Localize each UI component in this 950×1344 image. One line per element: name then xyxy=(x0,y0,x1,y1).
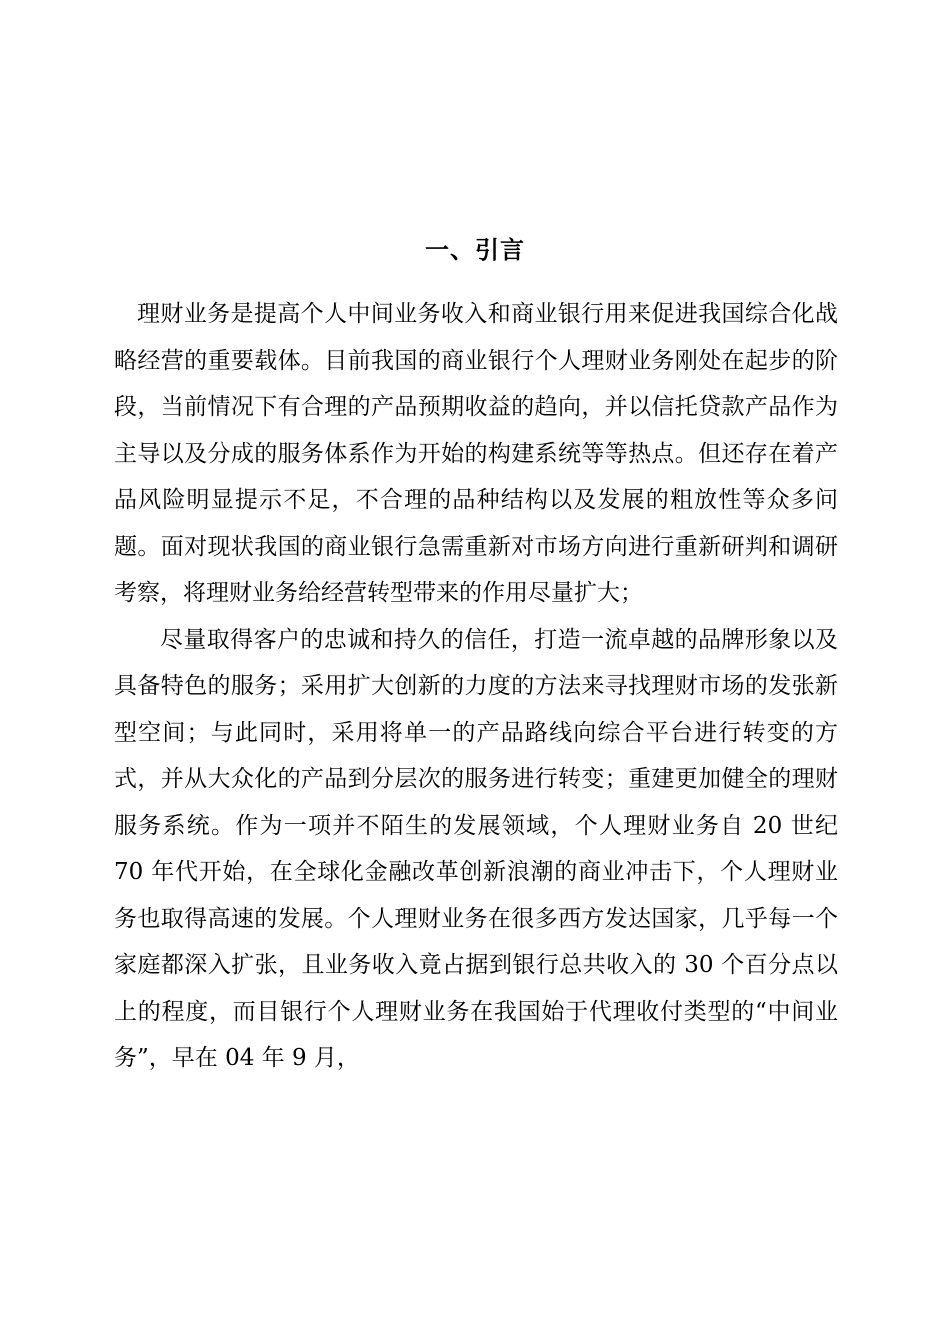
section-title: 一、引言 xyxy=(425,236,525,264)
body-text xyxy=(114,291,838,1082)
paragraph-2: 尽量取得客户的忠诚和持久的信任，打造一流卓越的品牌形象以及具备特色的服务；采用扩大创新的力度的方法来寻找理财市场的发张新型空间；与此同时，采用将单一的产品路线向综合平台进行转变的方式，并从大众化的产品到分层次的服务进行转变；重建更加健全的理财服务系统。作为一项并不陌生的发展领域，个人理财业务自 20 世纪 70 年代开始，在全球化金融改革创新浪潮的商业冲击下，个人理财业务也取得高速的发展。个人理财业务在很多西方发达国家，几乎每一个家庭都深入扩张，且业务收入竟占据到银行总共收入的 30 个百分点以上的程度，而目银行个人理财业务在我国始于代理收付类型的“中间业务”，早在 04 年 9 月， xyxy=(114,626,838,1071)
paragraph-1: 理财业务是提高个人中间业务收入和商业银行用来促进我国综合化战略经营的重要载体。目前我国的商业银行个人理财业务刚处在起步的阶段，当前情况下有合理的产品预期收益的趋向，并以信托贷款产品作为主导以及分成的服务体系作为开始的构建系统等等热点。但还存在着产品风险明显提示不足，不合理的品种结构以及发展的粗放性等众多问题。面对现状我国的商业银行急需重新对市场方向进行重新研判和调研考察，将理财业务给经营转型带来的作用尽量扩大； xyxy=(114,301,838,606)
